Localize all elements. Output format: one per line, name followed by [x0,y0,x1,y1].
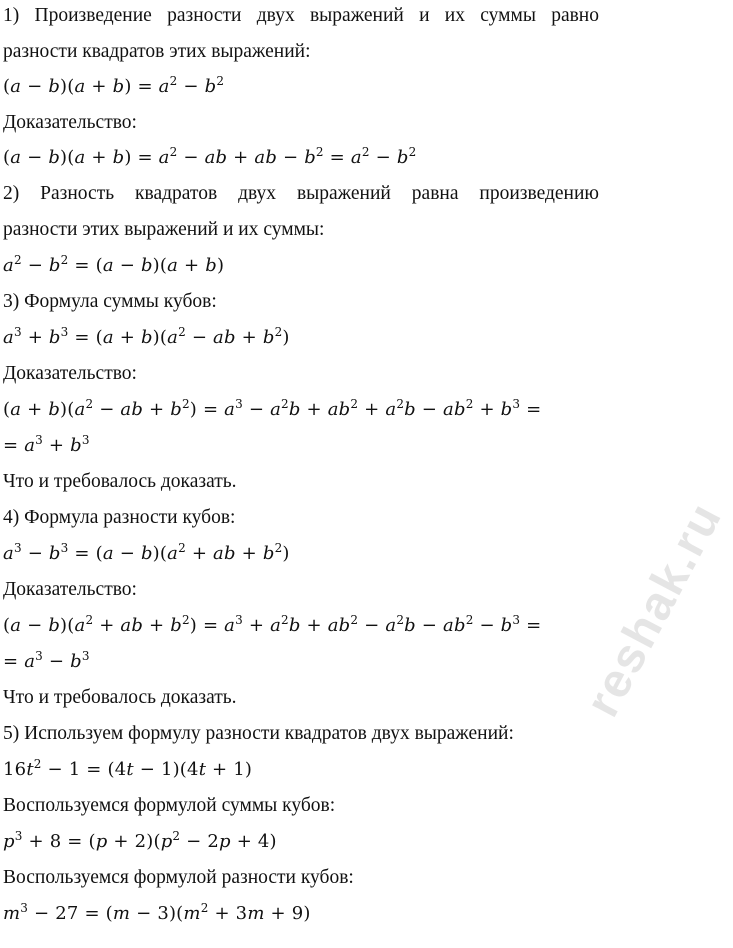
formula-line-5: $(a + b)(a^2$ − ab + $b^2) = a^3 - a^2b + ab^2 + a^2b - ab^2 + b^3$ = [3,397,542,420]
text-line-6: разности этих выражений и их суммы: [3,219,325,240]
formula-line-4: $a^3 + b^3 = (a + b)(a^2$ − ab + $b^2$) [3,325,290,348]
proof-label-1: Доказательство: [3,112,137,133]
text-line-8: 3) Формула суммы кубов: [3,291,217,312]
formula-line-11: $p^3 + 8 = (p + 2)(p^2 - 2p + 4)$ [3,829,277,852]
text-line-22: Воспользуемся формулой суммы кубов: [3,795,336,816]
proof-label-3: Доказательство: [3,579,137,600]
formula-line-8: $(a - b)(a^2$ + ab + $b^2) = a^3 + a^2b + ab^2 - a^2b - ab^2 - b^3$ = [3,613,542,636]
formula-line-1: $(a - b)(a + b) = a^2 - b^2$ [3,74,225,97]
text-line-1: 1) Произведение разности двух выражений и их суммы равно [3,5,599,26]
proof-label-2: Доказательство: [3,363,137,384]
qed-2: Что и требовалось доказать. [3,687,237,708]
watermark: reshak.ru [575,493,733,726]
text-line-14: 4) Формула разности кубов: [3,507,236,528]
formula-line-9: = $a^3 - b^3$ [3,649,90,672]
formula-line-2: $(a - b)(a + b) = a^2$ − ab + ab − $b^2 = a^2 - b^2$ [3,145,417,168]
formula-line-7: $a^3 - b^3 = (a - b)(a^2$ + ab + $b^2$) [3,541,290,564]
text-line-20: 5) Используем формулу разности квадратов двух выражений: [3,723,514,744]
qed-1: Что и требовалось доказать. [3,471,237,492]
text-line-5: 2) Разность квадратов двух выражений равна произведению [3,183,599,204]
formula-line-6: = $a^3 + b^3$ [3,433,90,456]
formula-line-10: $16t^2 - 1 = (4t - 1)(4t + 1)$ [3,757,253,780]
text-line-2: разности квадратов этих выражений: [3,41,311,62]
text-line-24: Воспользуемся формулой разности кубов: [3,867,354,888]
formula-line-12: $m^3 - 27 = (m - 3)(m^2 + 3m + 9)$ [3,901,311,924]
formula-line-3: $a^2 - b^2 = (a - b)(a + b)$ [3,253,225,276]
